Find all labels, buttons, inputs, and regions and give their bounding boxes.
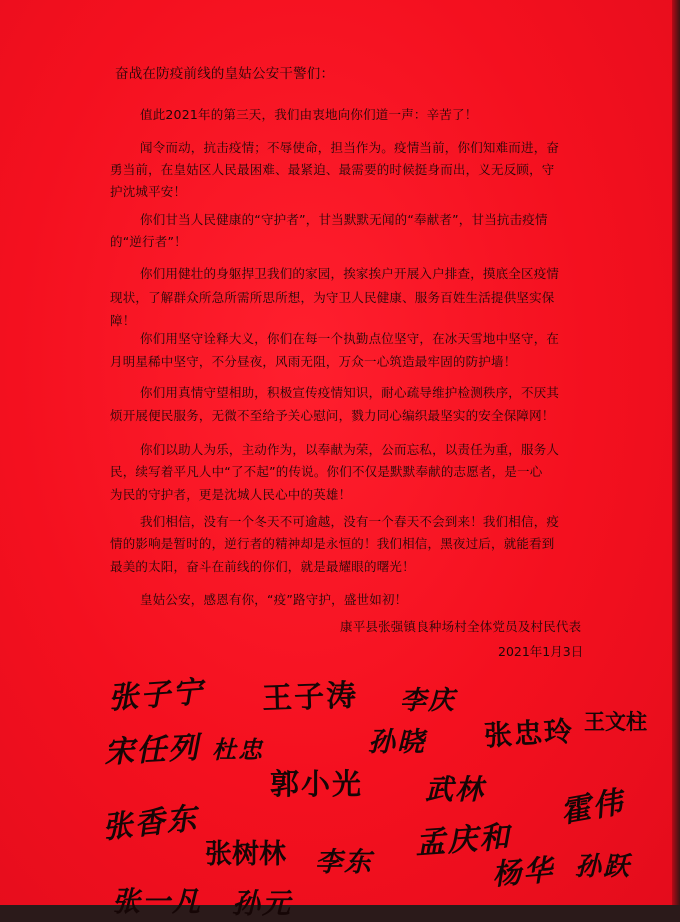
handwritten-signature: 张忠玲 [483, 714, 575, 753]
letter-line: 障！ [110, 313, 136, 328]
signature-organization: 康平县张强镇良种场村全体党员及村民代表 [340, 619, 582, 634]
handwritten-signature: 武林 [425, 773, 486, 806]
handwritten-signature: 宋任列 [103, 730, 202, 771]
letter-line: 为民的守护者，更是沈城人民心中的英雄！ [110, 487, 352, 502]
handwritten-signature: 张一凡 [112, 885, 203, 918]
handwritten-signature: 张子宁 [107, 674, 206, 717]
letter-line: 情的影响是暂时的，逆行者的精神却是永恒的！我们相信，黑夜过后，就能看到 [110, 536, 555, 551]
handwritten-signature: 孙跃 [575, 852, 632, 882]
letter-line: 我们相信，没有一个冬天不可逾越，没有一个春天不会到来！我们相信，疫 [140, 514, 560, 529]
handwritten-signature: 孙晓 [368, 727, 426, 758]
handwritten-signature: 张树林 [205, 839, 286, 870]
letter-line: 月明星稀中坚守，不分昼夜，风雨无阻，万众一心筑造最牢固的防护墙！ [110, 354, 517, 369]
handwritten-signature: 杜忠 [212, 735, 264, 764]
letter-line: 民，续写着平凡人中“了不起”的传说。你们不仅是默默奉献的志愿者，是一心 [110, 464, 543, 479]
letter-line: 你们甘当人民健康的“守护者”，甘当默默无闻的“奉献者”，甘当抗击疫情 [140, 212, 548, 227]
letter-line: 闻令而动，抗击疫情；不辱使命，担当作为。疫情当前，你们知难而进，奋 [140, 140, 560, 155]
letter-line: 你们用健壮的身躯捍卫我们的家园，挨家挨户开展入户排查，摸底全区疫情 [140, 266, 560, 281]
letter-line: 你们用真情守望相助，积极宣传疫情知识，耐心疏导维护检测秩序，不厌其 [140, 385, 560, 400]
letter-line: 你们用坚守诠释大义，你们在每一个执勤点位坚守，在冰天雪地中坚守，在 [140, 331, 560, 346]
letter-line: 值此2021年的第三天，我们由衷地向你们道一声：辛苦了！ [140, 107, 478, 122]
handwritten-signature: 李东 [315, 847, 373, 878]
handwritten-signature: 张香东 [100, 801, 200, 846]
letter-line: 勇当前，在皇姑区人民最困难、最紧迫、最需要的时候挺身而出，义无反顾，守 [110, 162, 555, 177]
handwritten-signature: 李庆 [400, 686, 457, 716]
letter-line: 现状，了解群众所急所需所思所想，为守卫人民健康、服务百姓生活提供坚实保 [110, 290, 555, 305]
handwritten-signature: 孟庆和 [414, 819, 513, 862]
letter-line: 的“逆行者”！ [110, 234, 187, 249]
letter-line: 最美的太阳，奋斗在前线的你们，就是最耀眼的曙光！ [110, 559, 415, 574]
handwritten-signature: 杨华 [490, 852, 556, 892]
letter-salutation: 奋战在防疫前线的皇姑公安干警们： [115, 66, 335, 82]
letter-line: 你们以助人为乐，主动作为，以奉献为荣，公而忘私，以责任为重，服务人 [140, 442, 560, 457]
handwritten-signature: 霍伟 [558, 784, 628, 831]
handwritten-signature: 王文柱 [584, 709, 647, 734]
letter-line: 烦开展便民服务，无微不至给予关心慰问，戮力同心编织最坚实的安全保障网！ [110, 408, 555, 423]
handwritten-signature: 郭小光 [270, 767, 364, 801]
letter-line: 皇姑公安，感恩有你，“疫”路守护，盛世如初！ [140, 592, 408, 607]
paper-edge-shadow [672, 0, 680, 905]
letter-line: 护沈城平安！ [110, 184, 187, 199]
letter-date: 2021年1月3日 [498, 644, 584, 659]
handwritten-signature: 王子涛 [261, 678, 359, 717]
handwritten-signature: 孙元 [232, 887, 293, 920]
